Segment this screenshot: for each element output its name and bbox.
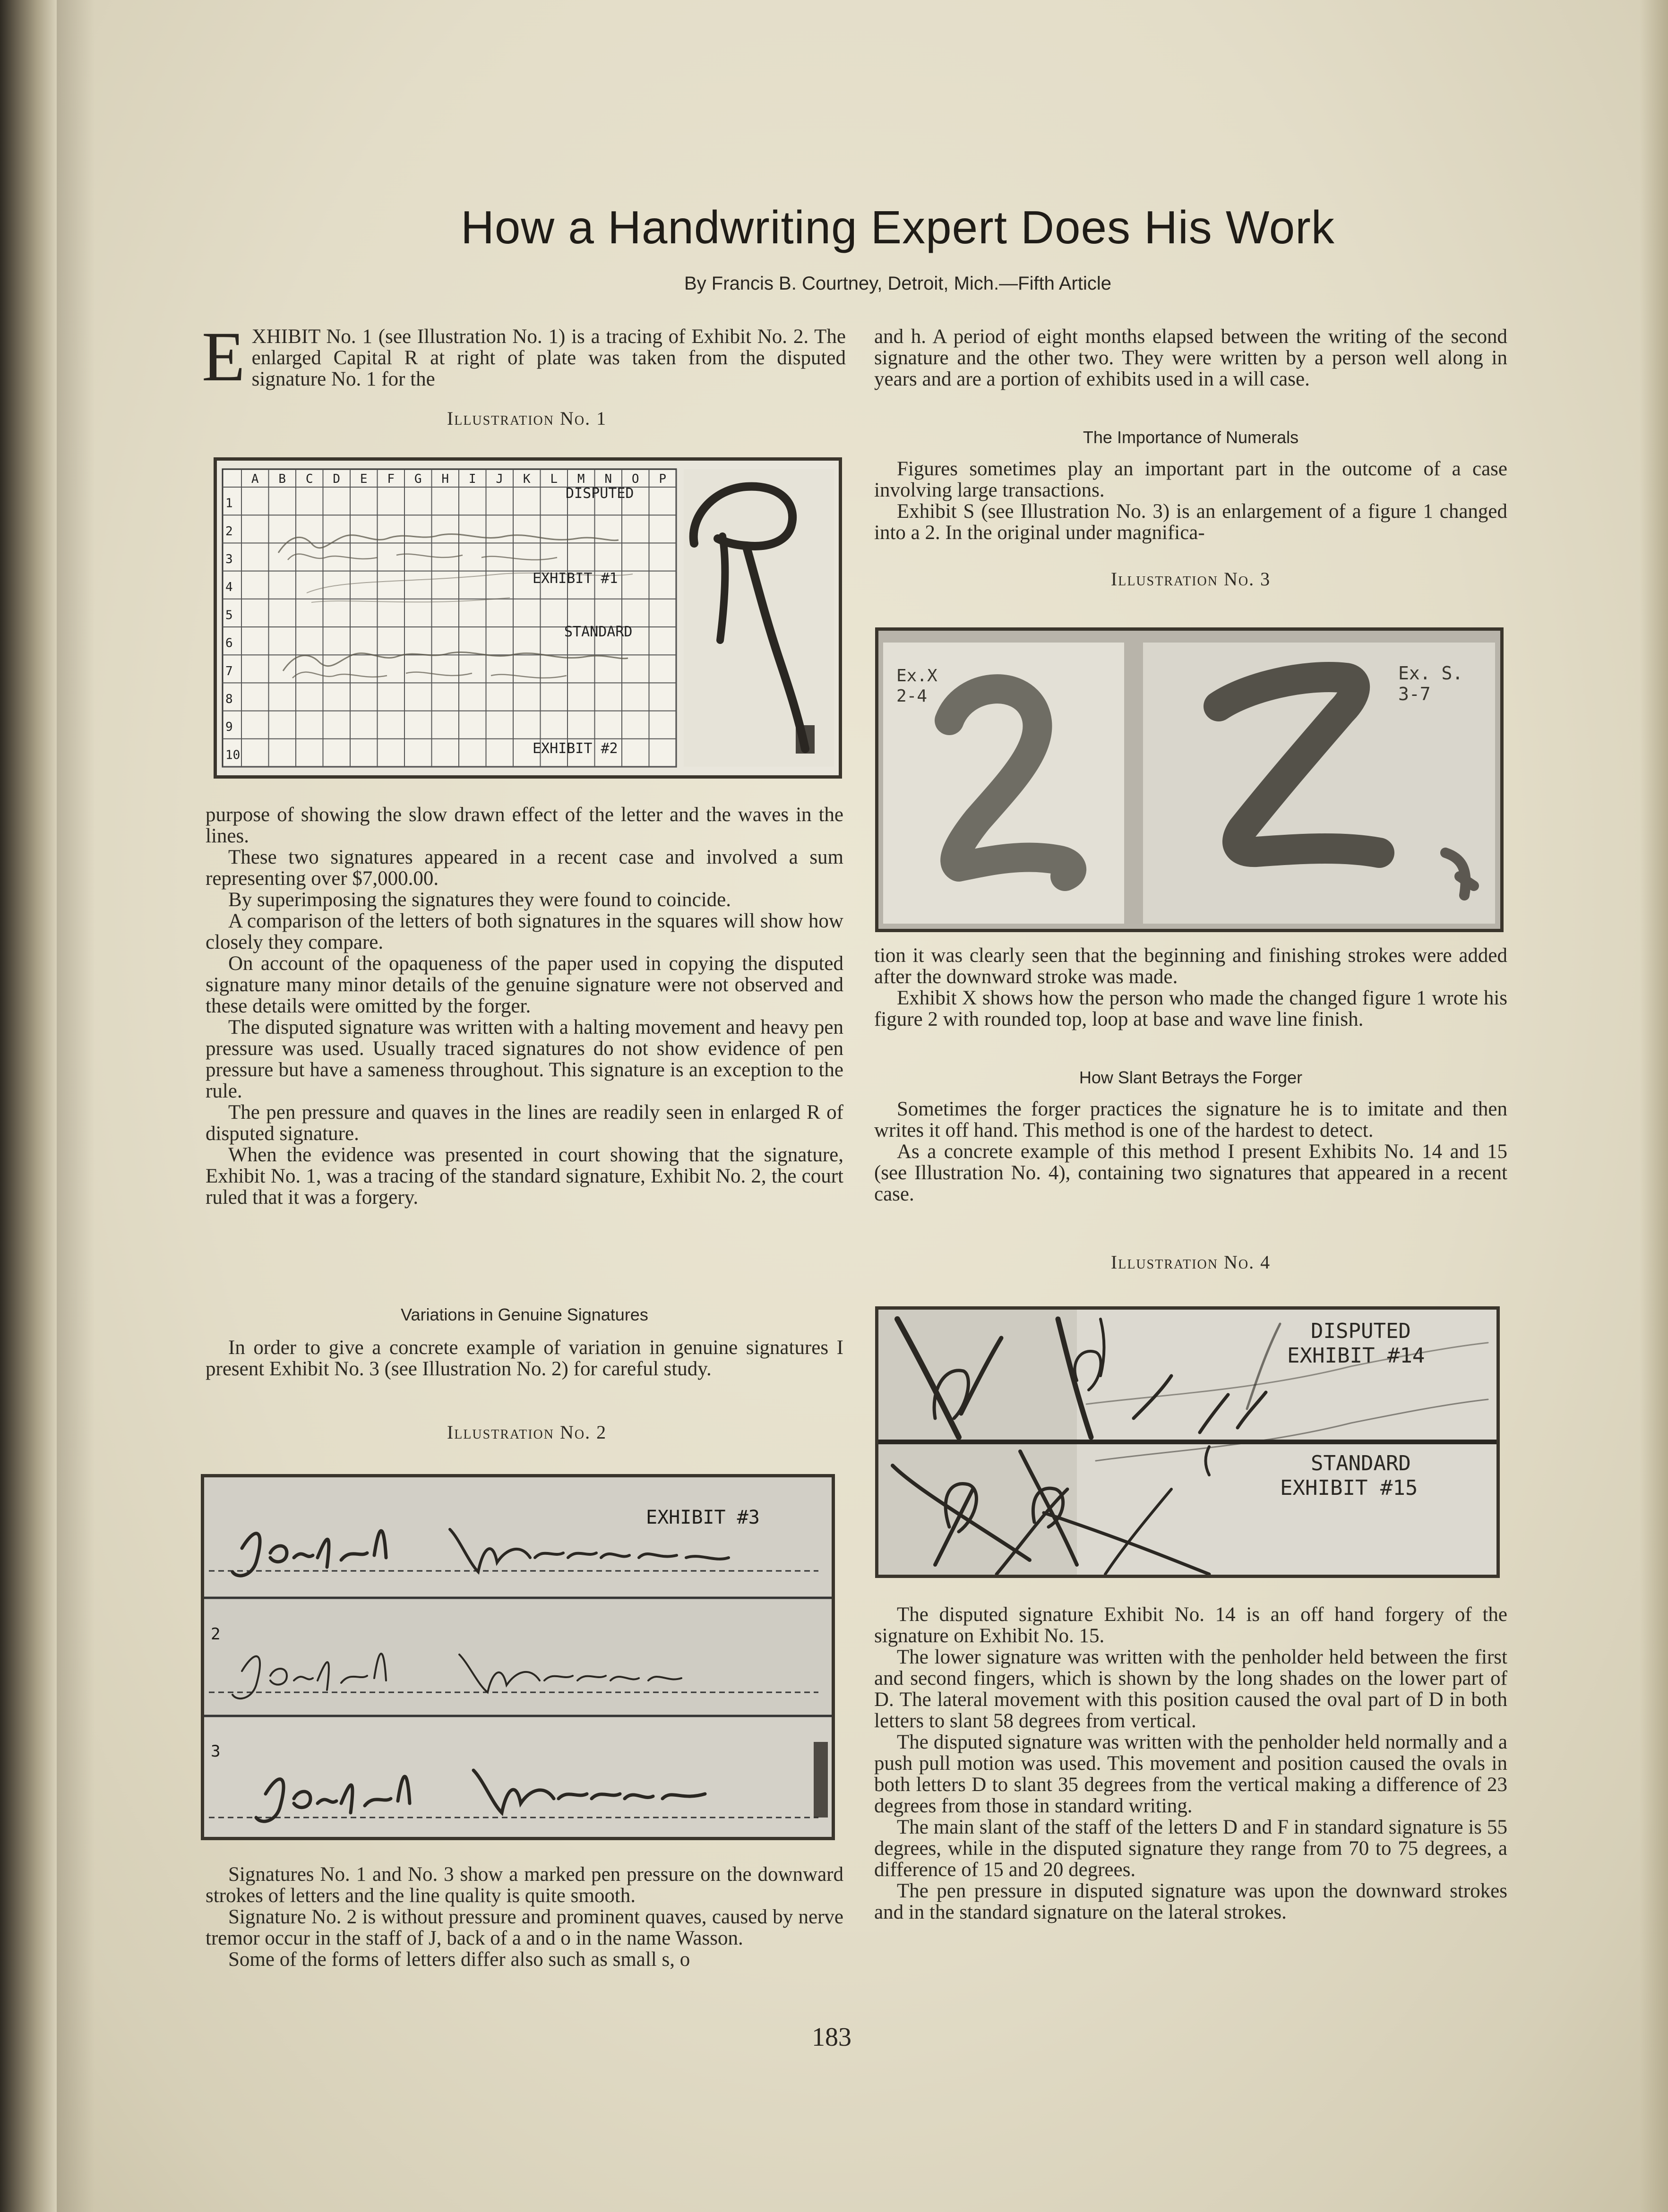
ill4-label-disputed-1: DISPUTED — [1311, 1319, 1411, 1343]
ill3-label-s-2: 3-7 — [1398, 684, 1431, 704]
grid-column-label: D — [333, 472, 341, 486]
article-byline: By Francis B. Courtney, Detroit, Mich.—Fifth Article — [684, 273, 1111, 294]
paragraph: The disputed signature was written with a halting movement and heavy pen pressure was used. Usually traced signatures do not show evidence of pen pressure but have a sameness throughout. This signature is an exception to the rule. — [206, 1016, 843, 1102]
illustration4-caption: Illustration No. 4 — [1110, 1252, 1271, 1273]
col2-body-c — [874, 945, 1507, 1030]
paragraph: Exhibit X shows how the person who made the changed figure 1 wrote his figure 2 with rounded top, loop at base and wave line finish. — [874, 987, 1507, 1030]
paragraph: and h. A period of eight months elapsed between the writing of the second signature and the other two. They were written by a person well along in years and are a portion of exhibits used in a will case. — [874, 326, 1507, 390]
col1-body-a — [206, 804, 843, 1208]
paragraph: Some of the forms of letters differ also such as small s, o — [228, 1948, 690, 1971]
ill4-label-standard-1: STANDARD — [1311, 1451, 1411, 1475]
grid-column-label: M — [577, 472, 585, 486]
ill2-row-3: 3 — [211, 1742, 221, 1761]
binding-gutter — [0, 0, 57, 2212]
paragraph: tion it was clearly seen that the beginning and finishing strokes were added after the downward stroke was made. — [874, 944, 1507, 988]
ill2-label-exhibit3: EXHIBIT #3 — [646, 1507, 760, 1528]
subhead-variations: Variations in Genuine Signatures — [401, 1305, 648, 1324]
subhead-slant: How Slant Betrays the Forger — [1079, 1068, 1303, 1087]
page-number: 183 — [812, 2023, 851, 2052]
page-edge — [1640, 0, 1668, 2212]
grid-column-label: C — [305, 472, 313, 486]
col2-body-a — [874, 326, 1507, 390]
illustration3-caption: Illustration No. 3 — [1110, 568, 1271, 590]
illustration1-caption: Illustration No. 1 — [447, 408, 607, 429]
col1-intro — [202, 317, 846, 396]
paragraph: Sometimes the forger practices the signature he is to imitate and then writes it off hand. This method is one of the hardest to detect. — [874, 1098, 1507, 1141]
ill1-label-exhibit1: EXHIBIT #1 — [533, 570, 618, 587]
ill1-label-standard: STANDARD — [564, 624, 633, 640]
grid-column-label: O — [631, 472, 639, 486]
paragraph: When the evidence was presented in court showing that the signature, Exhibit No. 1, was a tracing of the standard signature, Exhibit No. 2, the court ruled that it was a forgery. — [206, 1144, 843, 1209]
grid-row-label: 7 — [225, 664, 233, 678]
grid-row-label: 9 — [225, 720, 233, 735]
grid-row-label: 8 — [225, 692, 233, 707]
illustration2-figure — [201, 1474, 835, 1840]
grid-row-label: 6 — [225, 636, 233, 651]
paragraph: As a concrete example of this method I present Exhibits No. 14 and 15 (see Illustration No. 4), containing two signatures that appeared in a recent case. — [874, 1140, 1507, 1205]
illustration2-svg — [204, 1477, 832, 1837]
illustration1-svg — [217, 461, 839, 775]
grid-row-label: 4 — [225, 580, 233, 595]
paragraph: Exhibit S (see Illustration No. 3) is an enlargement of a figure 1 changed into a 2. In the original under magnifica- — [874, 500, 1507, 544]
paragraph: These two signatures appeared in a recent case and involved a sum representing over $7,000.00. — [206, 846, 843, 890]
paragraph: A comparison of the letters of both signatures in the squares will show how closely they compare. — [206, 910, 843, 953]
ill4-label-disputed-2: EXHIBIT #14 — [1287, 1344, 1425, 1368]
paragraph: The pen pressure in disputed signature was upon the downward strokes and in the standard signature on the lateral strokes. — [874, 1880, 1507, 1923]
binding-shadow — [57, 0, 95, 2212]
paragraph: On account of the opaqueness of the paper used in copying the disputed signature many minor details of the genuine signature were not observed and these details were omitted by the forger. — [206, 952, 843, 1017]
ill4-label-standard-2: EXHIBIT #15 — [1280, 1476, 1418, 1500]
ill3-label-x-2: 2-4 — [896, 686, 928, 706]
intro-text: XHIBIT No. 1 (see Illustration No. 1) is a tracing of Exhibit No. 2. The enlarged Capital R at right of plate was taken from the disputed signature No. 1 for the — [251, 326, 846, 390]
grid-column-label: H — [441, 472, 449, 486]
ill2-row-2: 2 — [211, 1625, 221, 1644]
grid-column-label: P — [659, 472, 667, 486]
paragraph: The pen pressure and quaves in the lines are readily seen in enlarged R of disputed signature. — [206, 1101, 843, 1145]
grid-column-label: B — [278, 472, 286, 486]
ill3-label-s-1: Ex. S. — [1398, 663, 1463, 684]
paragraph: The disputed signature Exhibit No. 14 is an off hand forgery of the signature on Exhibit No. 15. — [874, 1603, 1507, 1647]
grid-row-label: 3 — [225, 552, 233, 567]
illustration1-figure — [214, 457, 842, 779]
grid-row-label: 5 — [225, 608, 233, 623]
grid-column-label: I — [468, 472, 476, 486]
grid-column-label: K — [523, 472, 531, 486]
paragraph: Signatures No. 1 and No. 3 show a marked pen pressure on the downward strokes of letters and the line quality is quite smooth. — [206, 1863, 843, 1907]
paragraph: The disputed signature was written with the penholder held normally and a push pull motion was used. This movement and position caused the ovals in both letters D to slant 35 degrees from the vertical making a difference of 23 degrees from those in standard writing. — [874, 1731, 1507, 1817]
paragraph: In order to give a concrete example of variation in genuine signatures I present Exhibit No. 3 (see Illustration No. 2) for careful study. — [206, 1337, 843, 1380]
subhead-numerals: The Importance of Numerals — [1083, 428, 1299, 447]
ill3-label-x-1: Ex.X — [896, 666, 937, 686]
grid-row-label: 2 — [225, 524, 233, 539]
col2-body-b — [874, 458, 1507, 543]
paragraph: The lower signature was written with the penholder held between the first and second fingers, which is shown by the long shades on the lower part of D. The lateral movement with this position caused the oval part of D in both letters to slant 58 degrees from vertical. — [874, 1646, 1507, 1732]
illustration4-figure — [875, 1306, 1500, 1578]
grid-column-label: J — [496, 472, 504, 486]
col2-body-d — [874, 1098, 1507, 1205]
ill1-label-disputed: DISPUTED — [566, 485, 634, 502]
illustration2-caption: Illustration No. 2 — [447, 1422, 607, 1443]
grid-column-label: L — [550, 472, 558, 486]
drop-cap: E — [202, 317, 245, 396]
grid-column-label: E — [360, 472, 368, 486]
paragraph: The main slant of the staff of the letters D and F in standard signature is 55 degrees, while in the disputed signature they range from 70 to 75 degrees, a difference of 15 and 20 degrees. — [874, 1816, 1507, 1881]
paragraph: Figures sometimes play an important part in the outcome of a case involving large transactions. — [874, 458, 1507, 501]
illustration3-figure — [875, 627, 1504, 932]
col1-body-c — [206, 1864, 843, 1970]
grid-column-label: N — [604, 472, 612, 486]
paragraph: By superimposing the signatures they were found to coincide. — [228, 889, 731, 911]
paragraph: Signature No. 2 is without pressure and prominent quaves, caused by nerve tremor occur in the staff of J, back of a and o in the name Wasson. — [206, 1906, 843, 1949]
grid-row-label: 1 — [225, 496, 233, 511]
paragraph: purpose of showing the slow drawn effect of the letter and the waves in the lines. — [206, 804, 843, 847]
grid-row-label: 10 — [225, 748, 241, 763]
grid-column-label: G — [414, 472, 422, 486]
col1-body-b — [206, 1337, 843, 1380]
col2-body-e — [874, 1604, 1507, 1923]
ill1-label-exhibit2: EXHIBIT #2 — [533, 740, 618, 757]
article-title: How a Handwriting Expert Does His Work — [461, 201, 1335, 253]
grid-column-label: A — [251, 472, 259, 486]
grid-column-label: F — [387, 472, 395, 486]
